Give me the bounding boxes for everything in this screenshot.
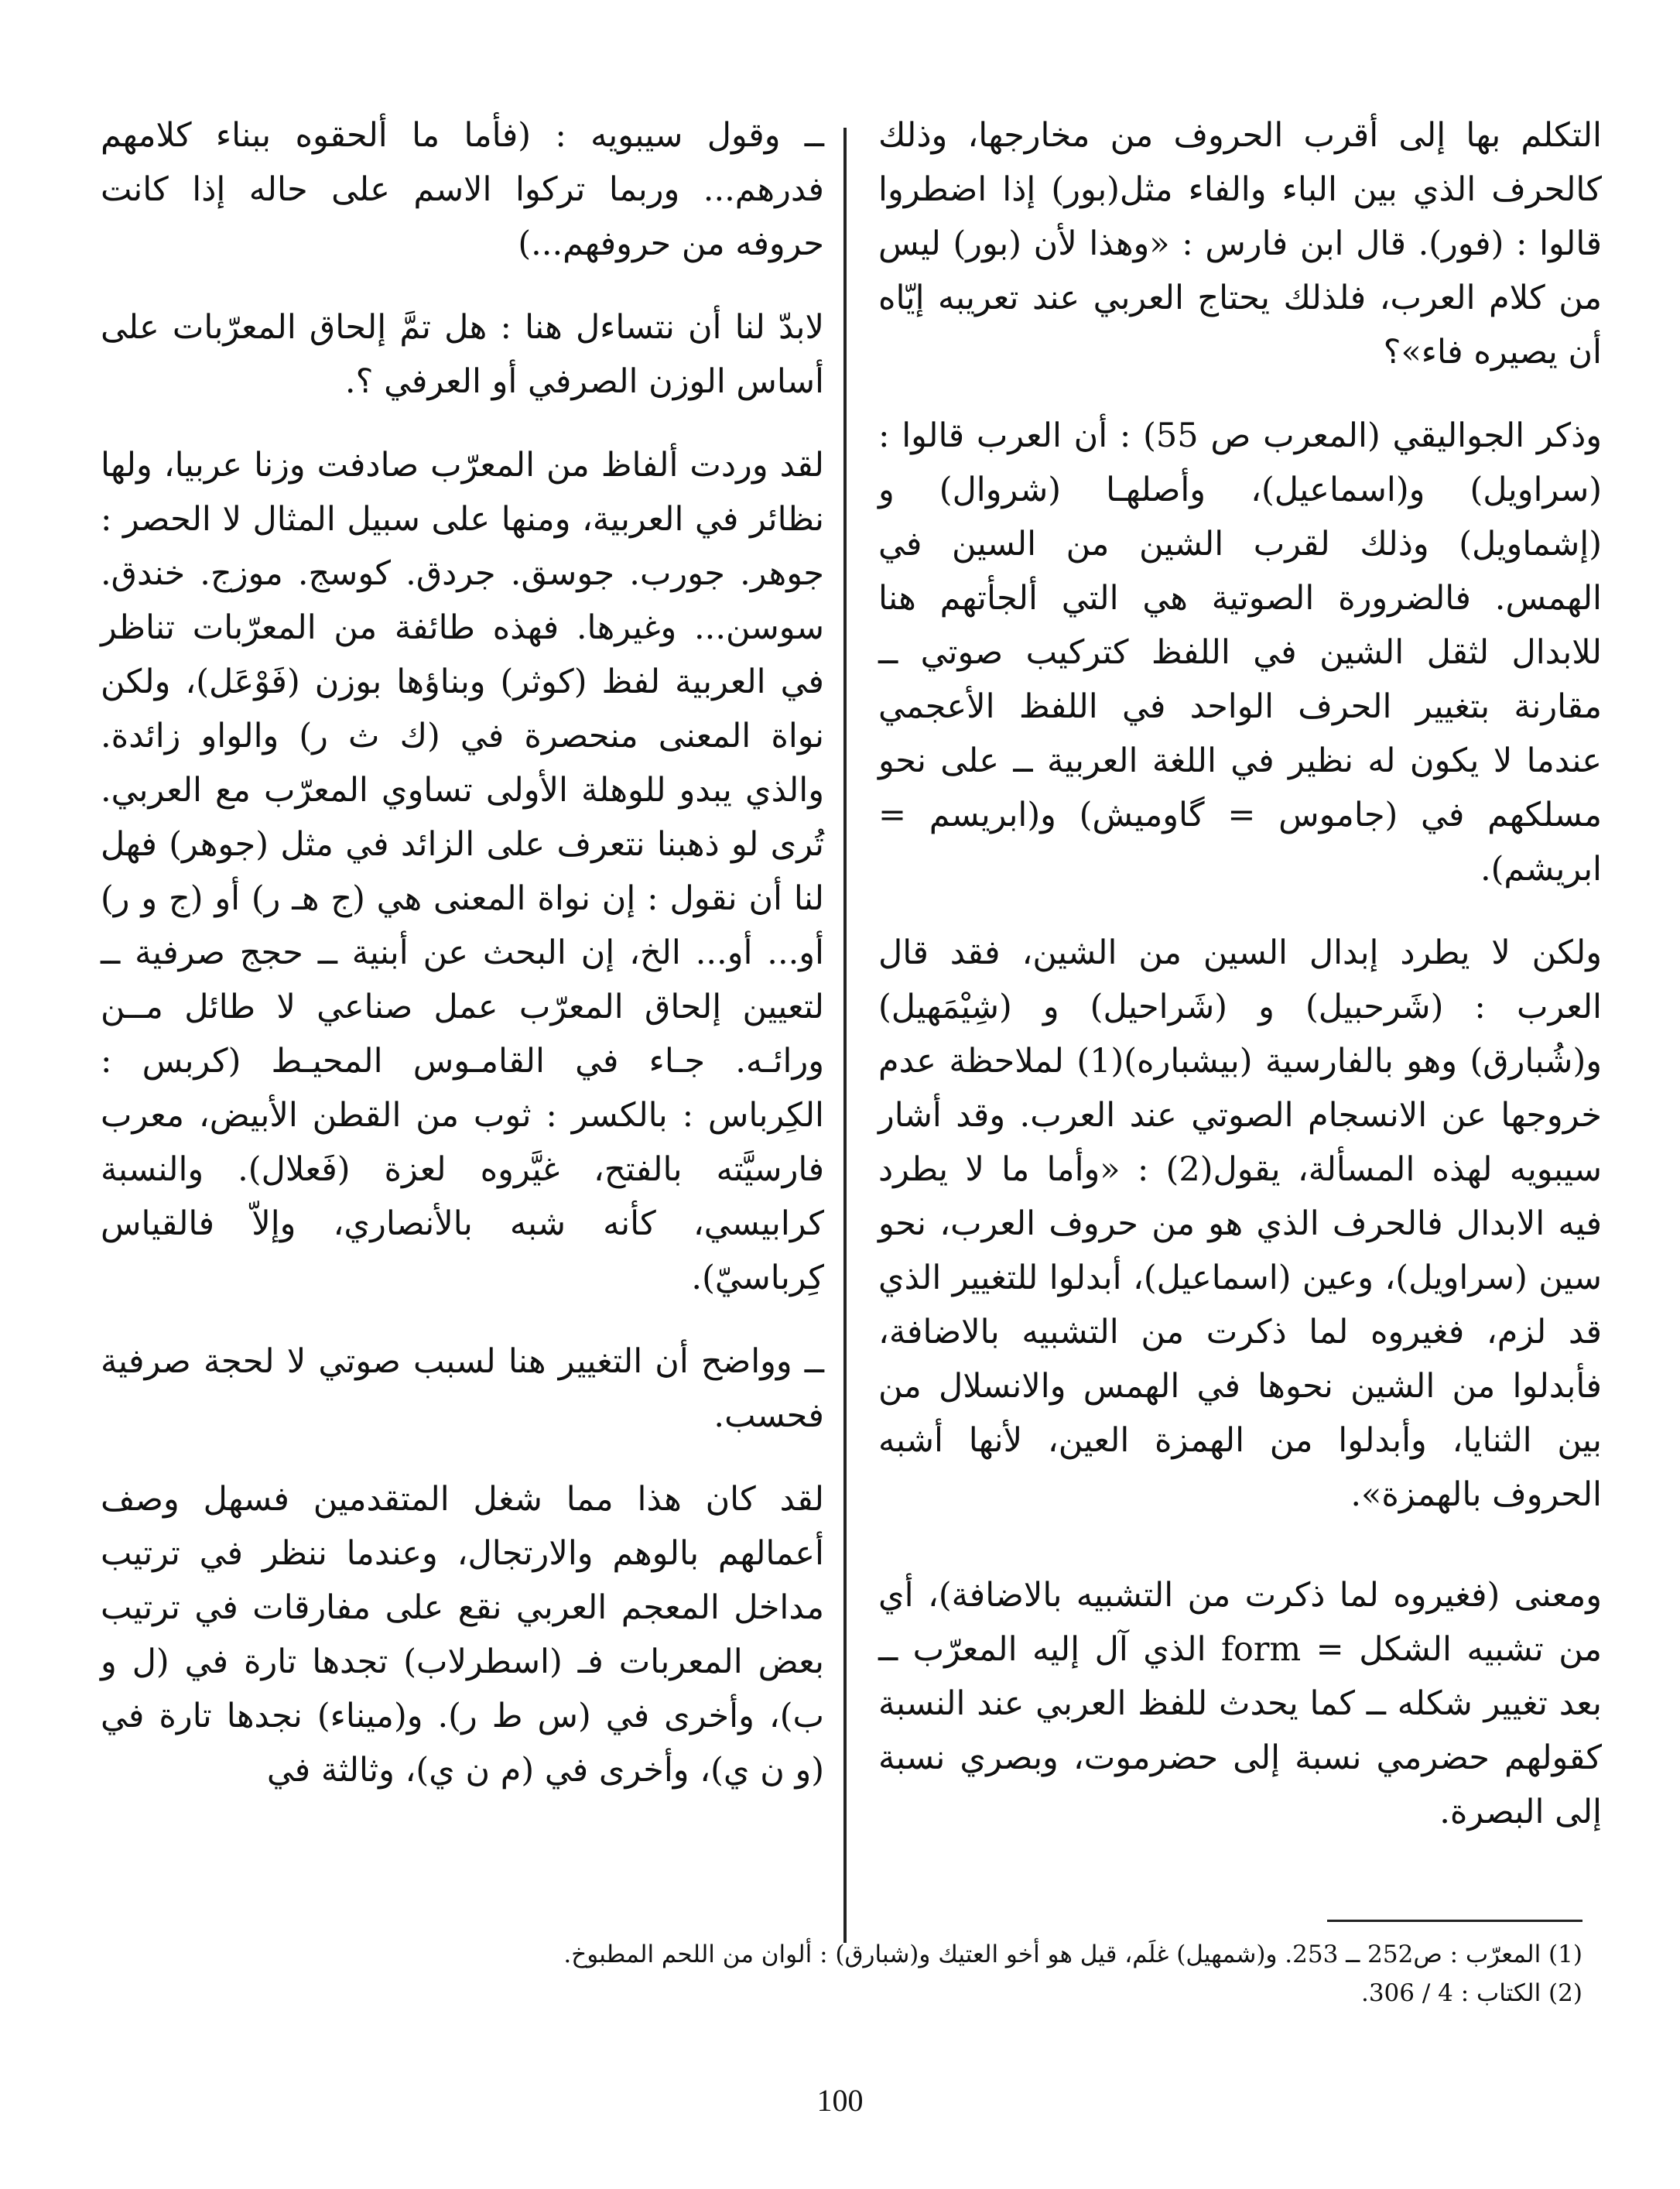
paragraph: لابدّ لنا أن نتساءل هنا : هل تمَّ إلحاق المعرّبات على أساس الوزن الصرفي أو العرفي ؟.	[101, 308, 824, 401]
footnote: (2) الكتاب : 4 / 306.	[1360, 1979, 1582, 2007]
left-column	[101, 108, 824, 1827]
paragraph: ومعنى (فغيروه لما ذكرت من التشبيه بالاضافة)، أي من تشبيه الشكل = form الذي آل إليه المعرّب ــ بعد تغيير شكله ــ كما يحدث للفظ العربي عند النسبة كقولهم حضرمي نسبة إلى حضرموت، وبصري نسبة إلى البصرة.	[878, 1576, 1602, 1831]
paragraph: ــ وواضح أن التغيير هنا لسبب صوتي لا لحجة صرفية فحسب.	[101, 1342, 824, 1435]
right-column	[878, 108, 1602, 1869]
paragraph: ــ وقول سيبويه : (فأما ما ألحقوه ببناء كلامهم فدرهم... وربما تركوا الاسم على حاله إذا كانت حروفه من حروفهم...)	[101, 116, 824, 263]
paragraph: وذكر الجواليقي (المعرب ص 55) : أن العرب قالوا : (سراويل) و(اسماعيل)، وأصلهـا (شروال) و (إشماويل) وذلك لقرب الشين من السين في الهمس. فالضرورة الصوتية هي التي ألجأتهم هنا للابدال لثقل الشين في اللفظ كتركيب صوتي ــ مقارنة بتغيير الحرف الواحد في اللفظ الأعجمي عندما لا يكون له نظير في اللغة العربية ــ على نحو مسلكهم في (جاموس = گاوميش) و(ابريسم = ابريشم).	[878, 416, 1602, 889]
footnote-rule	[1327, 1920, 1582, 1922]
paragraph: ولكن لا يطرد إبدال السين من الشين، فقد قال العرب : (شَرحبيل) و (شَراحيل) و (شِيْمَهيل) و(شُبارق) وهو بالفارسية (بيشباره)(1) لملاحظة عدم خروجها عن الانسجام الصوتي عند العرب. وقد أشار سيبويه لهذه المسألة، يقول(2) : «وأما ما لا يطرد فيه الابدال فالحرف الذي هو من حروف العرب، نحو سين (سراويل)، وعين (اسماعيل)، أبدلوا للتغيير الذي قد لزم، فغيروه لما ذكرت من التشبيه بالاضافة، فأبدلوا من الشين نحوها في الهمس والانسلال من بين الثنايا، وأبدلوا من الهمزة العين، لأنها أشبه الحروف بالهمزة».	[878, 933, 1602, 1514]
column-divider	[843, 128, 847, 1943]
footnote: (1) المعرّب : ص252 ــ 253. و(شمهيل) غلَم، قيل هو أخو العتيك و(شبارق) : ألوان من اللحم المطبوخ.	[563, 1941, 1582, 1968]
paragraph: لقد كان هذا مما شغل المتقدمين فسهل وصف أعمالهم بالوهم والارتجال، وعندما ننظر في ترتيب مداخل المعجم العربي نقع على مفارقات في ترتيب بعض المعربات فـ (اسطرلاب) تجدها تارة في (ل و ب)، وأخرى في (س ط ر). و(ميناء) نجدها تارة في (و ن ي)، وأخرى في (م ن ي)، وثالثة في	[101, 1480, 824, 1790]
footnotes	[542, 1935, 1582, 2013]
page-number: 100	[816, 2083, 864, 2118]
paragraph: لقد وردت ألفاظ من المعرّب صادفت وزنا عربيا، ولها نظائر في العربية، ومنها على سبيل المثال لا الحصر : جوهر. جورب. جوسق. جردق. كوسج. موزج. خندق. سوسن... وغيرها. فهذه طائفة من المعرّبات تناظر في العربية لفظ (كوثر) وبناؤها بوزن (فَوْعَل)، ولكن نواة المعنى منحصرة في (ك ث ر) والواو زائدة. والذي يبدو للوهلة الأولى تساوي المعرّب مع العربي. تُرى لو ذهبنا نتعرف على الزائد في مثل (جوهر) فهل لنا أن نقول : إن نواة المعنى هي (ج هـ ر) أو (ج و ر) أو... أو... الخ، إن البحث عن أبنية ــ حجج صرفية ــ لتعيين إلحاق المعرّب عمل صناعي لا طائل مــن ورائـه. جـاء في القامـوس المحيـط (كربس : الكِرباس : بالكسر : ثوب من القطن الأبيض، معرب فارسيَّته بالفتح، غيَّروه لعزة (فَعلال). والنسبة كرابيسي، كأنه شبه بالأنصاري، وإلاّ فالقياس كِرباسيّ).	[101, 446, 824, 1297]
paragraph: التكلم بها إلى أقرب الحروف من مخارجها، وذلك كالحرف الذي بين الباء والفاء مثل(بور) إذا اضطروا قالوا : (فور). قال ابن فارس : «وهذا لأن (بور) ليس من كلام العرب، فلذلك يحتاج العربي عند تعريبه إيّاه أن يصيره فاء»؟	[878, 116, 1602, 372]
